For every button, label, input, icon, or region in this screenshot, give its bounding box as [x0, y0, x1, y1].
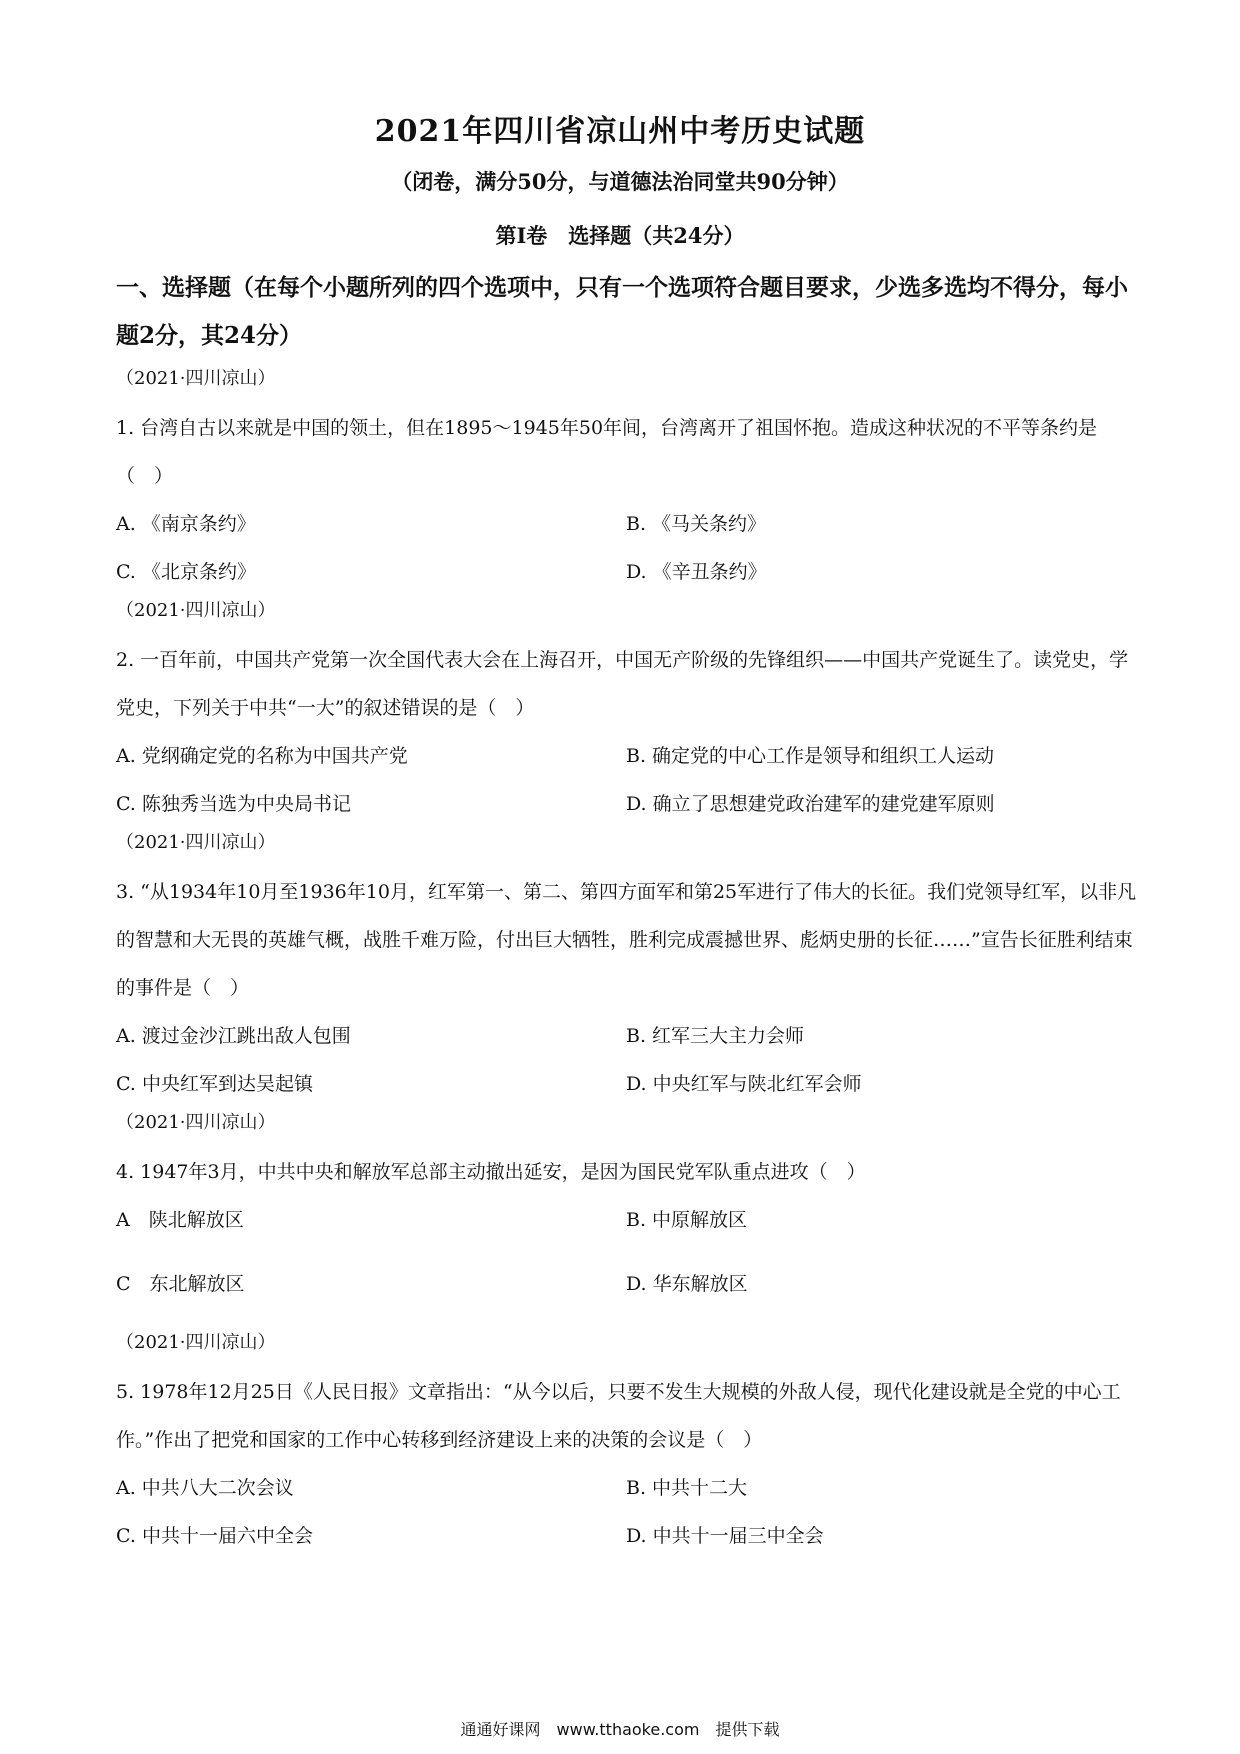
- question-source: （2021·四川凉山）: [116, 368, 276, 389]
- option-c: C. 中共十一届六中全会: [116, 1525, 313, 1547]
- exam-subtitle: （闭卷，满分50分，与道德法治同堂共90分钟）: [391, 169, 849, 194]
- option-d: D. 中共十一届三中全会: [626, 1525, 824, 1547]
- question-source: （2021·四川凉山）: [116, 1112, 276, 1133]
- question-stem: 4. 1947年3月，中共中央和解放军总部主动撤出延安，是因为国民党军队重点进攻（ ）: [116, 1161, 866, 1183]
- option-a: A. 渡过金沙江跳出敌人包围: [116, 1025, 351, 1047]
- option-d: D. 《辛丑条约》: [626, 561, 767, 583]
- footer-watermark: 通通好课网 www.tthaoke.com 提供下载: [460, 1720, 780, 1739]
- option-a: A. 党纲确定党的名称为中国共产党: [116, 745, 408, 767]
- option-list: [116, 732, 1138, 828]
- question-source: （2021·四川凉山）: [116, 600, 276, 621]
- question-1: [116, 364, 1138, 596]
- exam-title: 2021年四川省凉山州中考历史试题: [374, 114, 866, 149]
- option-a: A. 《南京条约》: [116, 513, 256, 535]
- question-source: （2021·四川凉山）: [116, 1332, 276, 1353]
- question-stem: 1. 台湾自古以来就是中国的领土，但在1895～1945年50年间，台湾离开了祖国怀抱。造成这种状况的不平等条约是（ ）: [116, 417, 1098, 487]
- option-c: C. 陈独秀当选为中央局书记: [116, 793, 351, 815]
- option-b: B. 确定党的中心工作是领导和组织工人运动: [626, 745, 995, 767]
- question-3: [116, 828, 1138, 1108]
- option-list: [116, 500, 1138, 596]
- question-stem: 3. “从1934年10月至1936年10月，红军第一、第二、第四方面军和第25军进行了伟大的长征。我们党领导红军，以非凡的智慧和大无畏的英雄气概，战胜千难万险，付出巨大牺牲，胜利完成震撼世界、彪炳史册的长征……”宣告长征胜利结束的事件是（ ）: [116, 881, 1137, 999]
- question-2: [116, 596, 1138, 828]
- option-d: D. 确立了思想建党政治建军的建党建军原则: [626, 793, 995, 815]
- option-b: B. 红军三大主力会师: [626, 1025, 805, 1047]
- option-list: [116, 1012, 1138, 1108]
- question-4: [116, 1108, 1138, 1324]
- option-b: B. 中原解放区: [626, 1209, 748, 1231]
- option-b: B. 中共十二大: [626, 1477, 748, 1499]
- option-d: D. 华东解放区: [626, 1273, 748, 1295]
- question-stem: 2. 一百年前，中国共产党第一次全国代表大会在上海召开，中国无产阶级的先锋组织——中国共产党诞生了。读党史，学党史，下列关于中共“一大”的叙述错误的是（ ）: [116, 649, 1129, 719]
- question-stem: 5. 1978年12月25日《人民日报》文章指出：“从今以后，只要不发生大规模的外敌人侵，现代化建设就是全党的中心工作。”作出了把党和国家的工作中心转移到经济建设上来的决策的会议是（ ）: [116, 1381, 1121, 1451]
- question-source: （2021·四川凉山）: [116, 832, 276, 853]
- section-heading: 一、选择题（在每个小题所列的四个选项中，只有一个选项符合题目要求，少选多选均不得分，每小题2分，其24分）: [116, 274, 1128, 349]
- option-list: [116, 1196, 1138, 1324]
- option-c: C 东北解放区: [116, 1273, 245, 1295]
- part-heading: 第Ⅰ卷 选择题（共24分）: [495, 223, 745, 248]
- question-5: [116, 1328, 1138, 1560]
- option-b: B. 《马关条约》: [626, 513, 767, 535]
- option-c: C. 中央红军到达吴起镇: [116, 1073, 313, 1095]
- option-a: A. 中共八大二次会议: [116, 1477, 294, 1499]
- option-d: D. 中央红军与陕北红军会师: [626, 1073, 862, 1095]
- question-list: [116, 364, 1138, 1560]
- option-a: A 陕北解放区: [116, 1209, 244, 1231]
- option-c: C. 《北京条约》: [116, 561, 256, 583]
- option-list: [116, 1464, 1138, 1560]
